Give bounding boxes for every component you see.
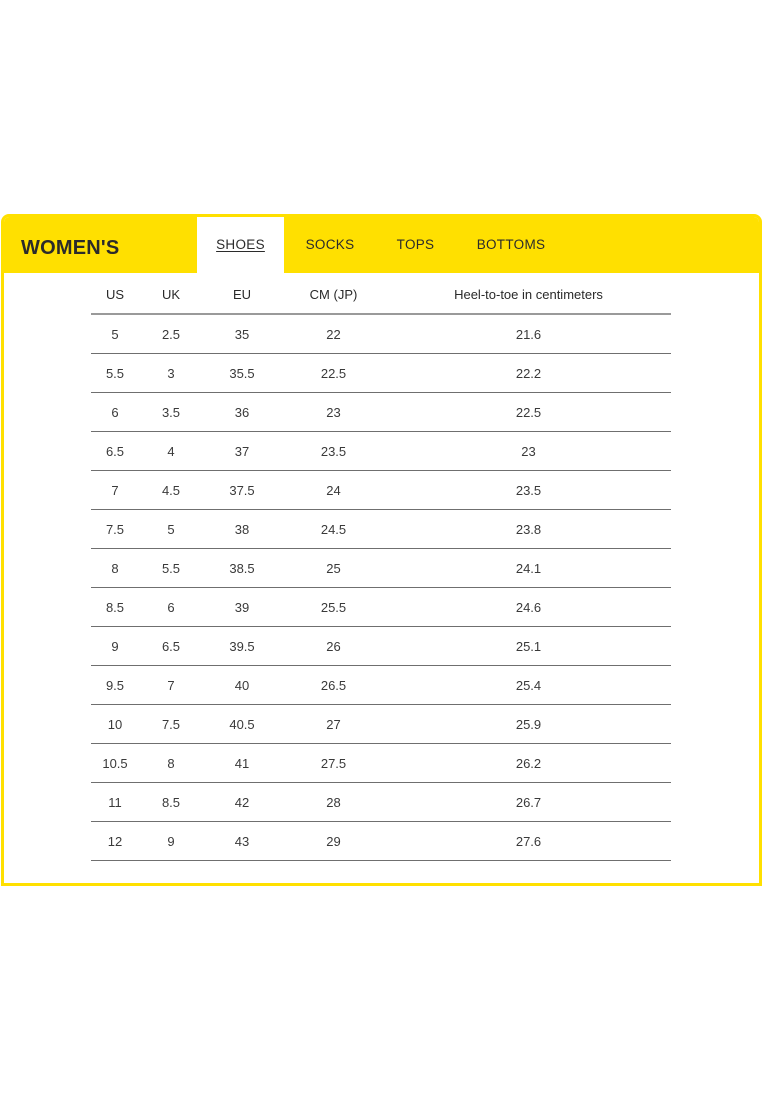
tab-socks[interactable]: SOCKS — [305, 236, 355, 252]
cell-us: 6.5 — [91, 432, 139, 471]
cell-eu: 40 — [203, 666, 281, 705]
cell-heel-to-toe: 25.9 — [386, 705, 671, 744]
cell-cm-jp: 24.5 — [281, 510, 386, 549]
cell-cm-jp: 23 — [281, 393, 386, 432]
table-row — [91, 314, 671, 354]
table-row — [91, 549, 671, 588]
table-row — [91, 744, 671, 783]
cell-uk: 5.5 — [139, 549, 203, 588]
cell-heel-to-toe: 21.6 — [386, 314, 671, 354]
cell-uk: 2.5 — [139, 314, 203, 354]
size-chart-panel — [1, 214, 762, 886]
table-header-row — [91, 275, 671, 314]
cell-heel-to-toe: 26.7 — [386, 783, 671, 822]
header-heel-to-toe: Heel-to-toe in centimeters — [386, 275, 671, 314]
tab-shoes[interactable]: SHOES — [197, 217, 284, 273]
cell-us: 11 — [91, 783, 139, 822]
cell-uk: 7 — [139, 666, 203, 705]
table-row — [91, 705, 671, 744]
cell-eu: 38.5 — [203, 549, 281, 588]
size-chart-tabs — [197, 217, 567, 273]
cell-uk: 4.5 — [139, 471, 203, 510]
cell-eu: 35 — [203, 314, 281, 354]
cell-uk: 8 — [139, 744, 203, 783]
cell-cm-jp: 27 — [281, 705, 386, 744]
cell-cm-jp: 23.5 — [281, 432, 386, 471]
cell-us: 6 — [91, 393, 139, 432]
cell-eu: 39.5 — [203, 627, 281, 666]
table-row — [91, 822, 671, 861]
cell-heel-to-toe: 22.2 — [386, 354, 671, 393]
cell-eu: 43 — [203, 822, 281, 861]
cell-us: 7 — [91, 471, 139, 510]
cell-uk: 3.5 — [139, 393, 203, 432]
panel-header — [4, 217, 759, 273]
panel-title: WOMEN'S — [21, 237, 120, 259]
size-table — [91, 275, 671, 861]
cell-cm-jp: 27.5 — [281, 744, 386, 783]
cell-uk: 6 — [139, 588, 203, 627]
header-us: US — [91, 275, 139, 314]
cell-uk: 5 — [139, 510, 203, 549]
cell-uk: 3 — [139, 354, 203, 393]
table-row — [91, 471, 671, 510]
cell-heel-to-toe: 24.1 — [386, 549, 671, 588]
table-body — [91, 314, 671, 861]
cell-eu: 38 — [203, 510, 281, 549]
cell-heel-to-toe: 24.6 — [386, 588, 671, 627]
cell-heel-to-toe: 23.8 — [386, 510, 671, 549]
table-row — [91, 588, 671, 627]
cell-eu: 39 — [203, 588, 281, 627]
cell-us: 5 — [91, 314, 139, 354]
header-eu: EU — [203, 275, 281, 314]
cell-cm-jp: 22.5 — [281, 354, 386, 393]
cell-eu: 36 — [203, 393, 281, 432]
cell-heel-to-toe: 27.6 — [386, 822, 671, 861]
cell-uk: 6.5 — [139, 627, 203, 666]
cell-uk: 9 — [139, 822, 203, 861]
cell-eu: 40.5 — [203, 705, 281, 744]
header-cm-jp: CM (JP) — [281, 275, 386, 314]
tab-bottoms[interactable]: BOTTOMS — [476, 236, 546, 252]
cell-cm-jp: 22 — [281, 314, 386, 354]
cell-us: 8 — [91, 549, 139, 588]
cell-us: 9.5 — [91, 666, 139, 705]
cell-heel-to-toe: 23.5 — [386, 471, 671, 510]
cell-cm-jp: 25 — [281, 549, 386, 588]
tab-tops[interactable]: TOPS — [396, 236, 435, 252]
cell-heel-to-toe: 26.2 — [386, 744, 671, 783]
table-row — [91, 783, 671, 822]
cell-cm-jp: 24 — [281, 471, 386, 510]
cell-cm-jp: 26.5 — [281, 666, 386, 705]
cell-us: 10.5 — [91, 744, 139, 783]
table-row — [91, 354, 671, 393]
cell-heel-to-toe: 25.1 — [386, 627, 671, 666]
cell-us: 9 — [91, 627, 139, 666]
table-row — [91, 432, 671, 471]
cell-us: 7.5 — [91, 510, 139, 549]
cell-cm-jp: 28 — [281, 783, 386, 822]
cell-us: 8.5 — [91, 588, 139, 627]
cell-uk: 4 — [139, 432, 203, 471]
table-row — [91, 666, 671, 705]
cell-heel-to-toe: 25.4 — [386, 666, 671, 705]
cell-eu: 37.5 — [203, 471, 281, 510]
cell-eu: 37 — [203, 432, 281, 471]
cell-heel-to-toe: 23 — [386, 432, 671, 471]
cell-uk: 8.5 — [139, 783, 203, 822]
cell-us: 10 — [91, 705, 139, 744]
cell-us: 12 — [91, 822, 139, 861]
cell-cm-jp: 25.5 — [281, 588, 386, 627]
table-row — [91, 393, 671, 432]
cell-heel-to-toe: 22.5 — [386, 393, 671, 432]
cell-uk: 7.5 — [139, 705, 203, 744]
cell-eu: 42 — [203, 783, 281, 822]
table-row — [91, 627, 671, 666]
cell-cm-jp: 26 — [281, 627, 386, 666]
header-uk: UK — [139, 275, 203, 314]
cell-eu: 35.5 — [203, 354, 281, 393]
table-row — [91, 510, 671, 549]
cell-eu: 41 — [203, 744, 281, 783]
cell-cm-jp: 29 — [281, 822, 386, 861]
cell-us: 5.5 — [91, 354, 139, 393]
